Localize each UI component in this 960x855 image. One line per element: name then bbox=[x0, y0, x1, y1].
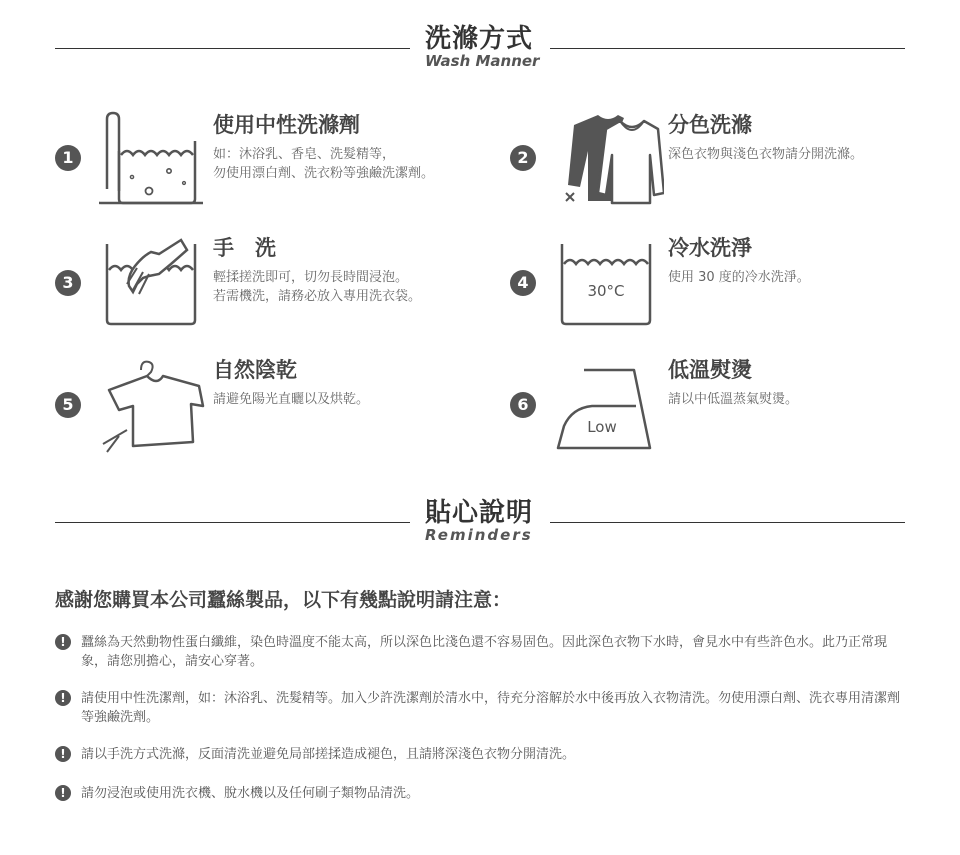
reminder-note-text: 請以手洗方式洗滌，反面清洗並避免局部搓揉造成褪色，且請將深淺色衣物分開清洗。 bbox=[81, 747, 576, 762]
alert-icon: ! bbox=[55, 690, 71, 706]
cold-water-icon bbox=[554, 234, 664, 334]
header-divider-left bbox=[55, 48, 410, 49]
care-item-cold-water bbox=[510, 228, 930, 338]
care-description bbox=[668, 390, 798, 409]
reminder-note-text: 請使用中性洗潔劑，如：沐浴乳、洗髮精等。加入少許洗潔劑於清水中，待充分溶解於水中後再放入衣物清洗。勿使用漂白劑、洗衣專用清潔劑等強鹼洗劑。 bbox=[81, 691, 901, 725]
basin-detergent-icon bbox=[99, 111, 209, 211]
separate-colors-icon bbox=[554, 111, 664, 211]
care-description-line: 請避免陽光直曬以及烘乾。 bbox=[213, 392, 370, 407]
care-description-line: 輕揉搓洗即可，切勿長時間浸泡。 bbox=[213, 270, 409, 285]
item-number-badge: 4 bbox=[510, 270, 536, 296]
care-item-hang-dry bbox=[55, 350, 475, 460]
item-number-badge: 5 bbox=[55, 392, 81, 418]
care-title: 低溫熨燙 bbox=[668, 358, 752, 382]
alert-icon: ! bbox=[55, 785, 71, 801]
care-description bbox=[668, 268, 810, 287]
care-title: 自然陰乾 bbox=[213, 358, 297, 382]
care-title: 使用中性洗滌劑 bbox=[213, 113, 360, 137]
reminder-note-text: 請勿浸泡或使用洗衣機、脫水機以及任何刷子類物品清洗。 bbox=[81, 786, 420, 801]
header-divider-right bbox=[550, 522, 905, 523]
care-description bbox=[213, 145, 434, 183]
reminders-title: 貼心說明 bbox=[425, 498, 534, 528]
water-temperature-label: 30°C bbox=[587, 282, 625, 300]
item-number-badge: 3 bbox=[55, 270, 81, 296]
wash-manner-title: 洗滌方式 bbox=[425, 24, 534, 54]
care-description-line: 如：沐浴乳、香皂、洗髮精等， bbox=[213, 147, 396, 162]
reminders-intro: 感謝您購買本公司蠶絲製品，以下有幾點說明請注意： bbox=[55, 589, 512, 611]
item-number-badge: 2 bbox=[510, 145, 536, 171]
alert-icon: ! bbox=[55, 746, 71, 762]
care-description bbox=[213, 390, 369, 409]
alert-icon: ! bbox=[55, 634, 71, 650]
item-number-badge: 6 bbox=[510, 392, 536, 418]
header-divider-left bbox=[55, 522, 410, 523]
hang-dry-icon bbox=[99, 356, 209, 456]
reminder-note-text: 蠶絲為天然動物性蛋白纖維，染色時溫度不能太高，所以深色比淺色還不容易固色。因此深色衣物下水時，會見水中有些許色水。此乃正常現象，請您別擔心，請安心穿著。 bbox=[81, 635, 888, 669]
care-item-hand-wash bbox=[55, 228, 475, 338]
care-title: 分色洗滌 bbox=[668, 113, 752, 137]
care-description bbox=[668, 145, 863, 164]
care-description-line: 若需機洗，請務必放入專用洗衣袋。 bbox=[213, 289, 422, 304]
item-number-badge: 1 bbox=[55, 145, 81, 171]
care-title: 手 洗 bbox=[213, 236, 276, 260]
care-description-line: 深色衣物與淺色衣物請分開洗滌。 bbox=[668, 147, 864, 162]
care-title: 冷水洗淨 bbox=[668, 236, 752, 260]
reminders-subtitle: Reminders bbox=[425, 526, 533, 544]
iron-icon bbox=[554, 356, 664, 456]
care-description-line: 勿使用漂白劑、洗衣粉等強鹼洗潔劑。 bbox=[213, 166, 435, 181]
hand-wash-icon bbox=[99, 234, 209, 334]
care-description-line: 請以中低溫蒸氣熨燙。 bbox=[668, 392, 799, 407]
wash-manner-subtitle: Wash Manner bbox=[425, 52, 540, 70]
care-item-neutral-detergent bbox=[55, 105, 475, 215]
iron-temperature-label: Low bbox=[587, 418, 617, 436]
header-divider-right bbox=[550, 48, 905, 49]
care-description-line: 使用 30 度的冷水洗淨。 bbox=[668, 270, 810, 285]
care-description bbox=[213, 268, 421, 306]
care-item-low-iron bbox=[510, 350, 930, 460]
care-item-separate-colors bbox=[510, 105, 930, 215]
